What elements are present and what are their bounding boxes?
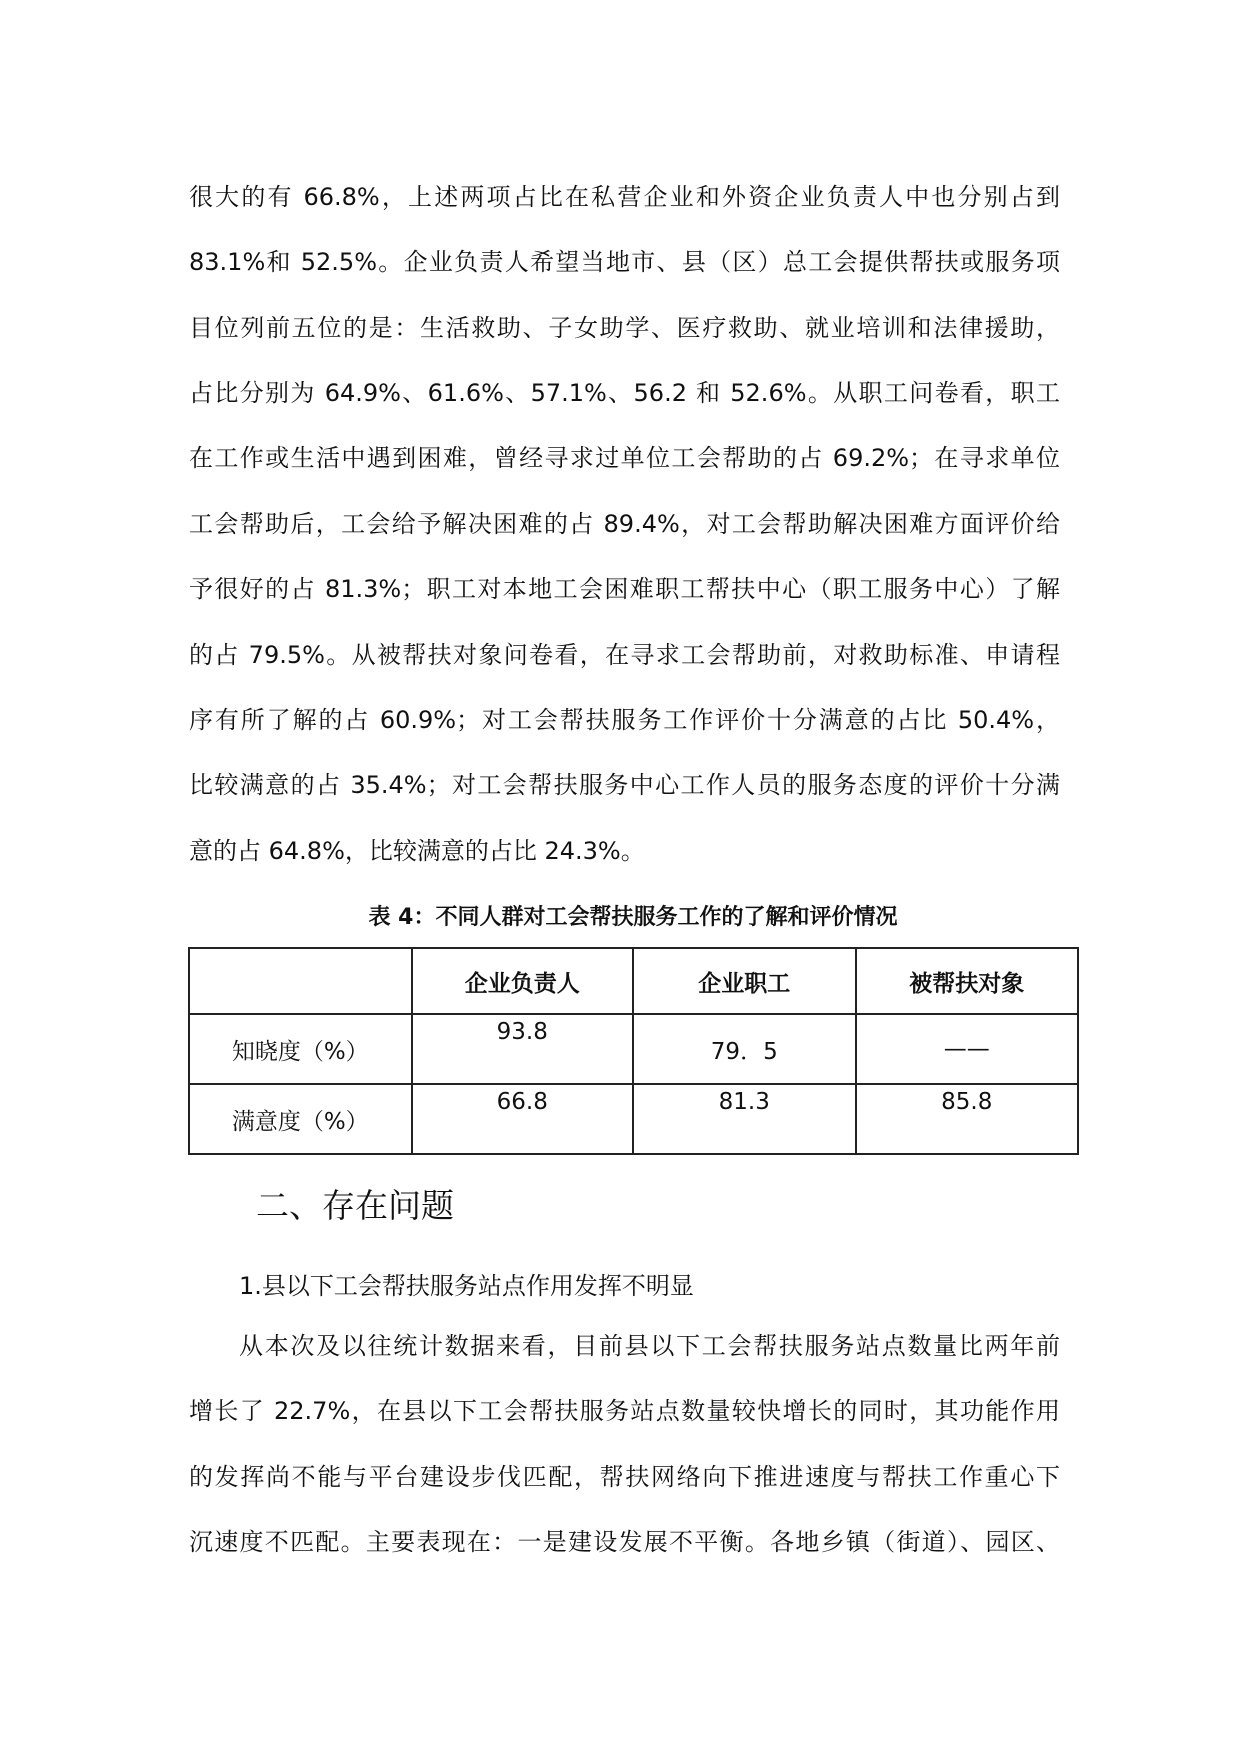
text-line: 增长了 22.7%，在县以下工会帮扶服务站点数量较快增长的同时，其功能作用 [189, 1397, 1060, 1425]
text-line: 从本次及以往统计数据来看，目前县以下工会帮扶服务站点数量比两年前 [239, 1332, 1060, 1360]
table-cell: 81.3 [633, 1084, 855, 1154]
text-line: 沉速度不匹配。主要表现在：一是建设发展不平衡。各地乡镇（街道）、园区、 [189, 1528, 1060, 1556]
header-cell: 被帮扶对象 [856, 948, 1079, 1014]
table-caption: 表 4：不同人群对工会帮扶服务工作的了解和评价情况 [368, 905, 898, 930]
text-line: 予很好的占 81.3%；职工对本地工会困难职工帮扶中心（职工服务中心）了解 [189, 575, 1060, 603]
text-line: 的占 79.5%。从被帮扶对象问卷看，在寻求工会帮助前，对救助标准、申请程 [189, 641, 1060, 669]
table-cell: —— [856, 1014, 1079, 1084]
text-line: 很大的有 66.8%，上述两项占比在私营企业和外资企业负责人中也分别占到 [189, 183, 1060, 211]
table-row [189, 1084, 1078, 1154]
header-cell-empty [189, 948, 412, 1014]
text-line: 83.1%和 52.5%。企业负责人希望当地市、县（区）总工会提供帮扶或服务项 [189, 248, 1060, 276]
row-label: 满意度（%） [189, 1084, 412, 1154]
table-cell: 66.8 [412, 1084, 633, 1154]
text-line: 工会帮助后，工会给予解决困难的占 89.4%，对工会帮助解决困难方面评价给 [189, 510, 1060, 538]
table-header-row [189, 948, 1078, 1014]
table-cell: 93.8 [412, 1014, 633, 1084]
section-heading: 二、存在问题 [256, 1186, 454, 1225]
table-row [189, 1014, 1078, 1084]
header-cell: 企业职工 [633, 948, 855, 1014]
text-line: 意的占 64.8%，比较满意的占比 24.3%。 [189, 837, 645, 865]
header-cell: 企业负责人 [412, 948, 633, 1014]
row-label: 知晓度（%） [189, 1014, 412, 1084]
subsection-heading: 1.县以下工会帮扶服务站点作用发挥不明显 [239, 1272, 694, 1300]
text-line: 的发挥尚不能与平台建设步伐匹配，帮扶网络向下推进速度与帮扶工作重心下 [189, 1463, 1060, 1491]
text-line: 序有所了解的占 60.9%；对工会帮扶服务工作评价十分满意的占比 50.4%， [189, 706, 1060, 734]
evaluation-table [188, 947, 1079, 1155]
text-line: 目位列前五位的是：生活救助、子女助学、医疗救助、就业培训和法律援助， [189, 314, 1060, 342]
text-line: 在工作或生活中遇到困难，曾经寻求过单位工会帮助的占 69.2%；在寻求单位 [189, 444, 1060, 472]
text-line: 比较满意的占 35.4%；对工会帮扶服务中心工作人员的服务态度的评价十分满 [189, 771, 1060, 799]
table-cell: 85.8 [856, 1084, 1079, 1154]
text-line: 占比分别为 64.9%、61.6%、57.1%、56.2 和 52.6%。从职工问卷看，职工 [189, 379, 1060, 407]
table-cell: 79．5 [633, 1014, 855, 1084]
